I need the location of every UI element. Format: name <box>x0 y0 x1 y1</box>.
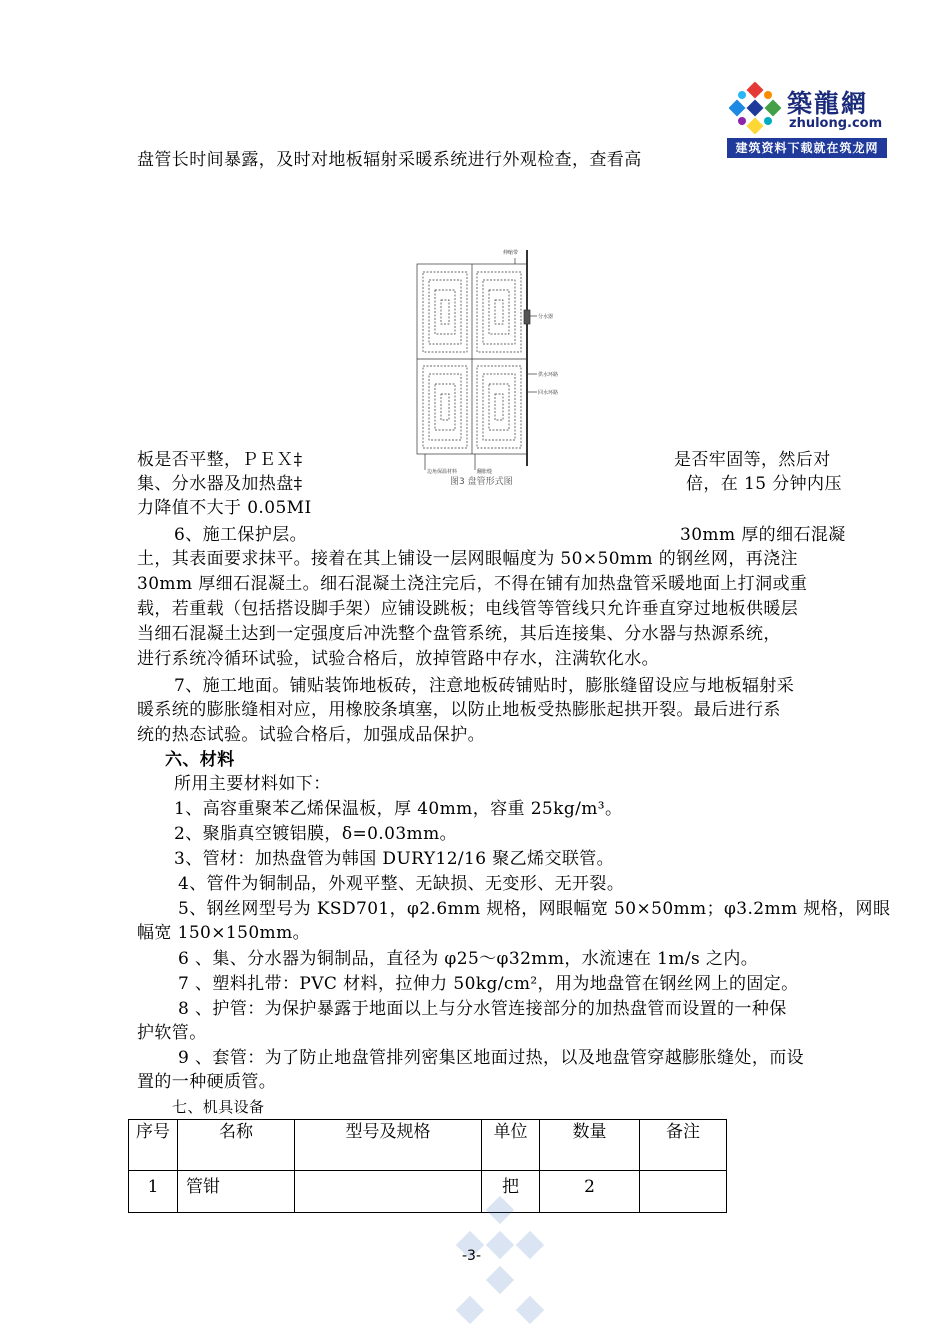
zhulong-logo[interactable] <box>727 78 887 158</box>
material-item-3: 3、管材：加热盘管为韩国 DURY12/16 聚乙烯交联管。 <box>174 849 615 869</box>
para-line-8: 载，若重载（包括搭设脚手架）应铺设跳板；电线管等管线只允许垂直穿过地板供暖层 <box>137 599 799 619</box>
material-item-9: 9 、套管：为了防止地盘管排列密集区地面过热，以及地盘管穿越膨胀缝处，而设 <box>178 1048 805 1068</box>
para-line-7: 30mm 厚细石混凝土。细石混凝土浇注完后，不得在铺有加热盘管采暖地面上打洞或重 <box>137 574 808 594</box>
coil-layout-figure <box>405 240 565 500</box>
para-line-2-right: 是否牢固等，然后对 <box>674 450 831 470</box>
material-item-5-cont: 幅宽 150×150mm。 <box>137 923 310 943</box>
material-item-8: 8 、护管：为保护暴露于地面以上与分水管连接部分的加热盘管而设置的一种保 <box>178 999 787 1019</box>
material-item-4: 4、管件为铜制品，外观平整、无缺损、无变形、无开裂。 <box>178 874 625 894</box>
col-header-name: 名称 <box>178 1120 295 1171</box>
label-edge-insulation: 边角保温材料 <box>427 469 458 475</box>
label-expansion-joint: 翻胀缝 <box>477 469 493 475</box>
materials-intro: 所用主要材料如下： <box>174 774 331 794</box>
material-item-7: 7 、塑料扎带：PVC 材料，拉伸力 50kg/cm²，用为地盘管在钢丝网上的固定。 <box>178 974 799 994</box>
para-line-2-left: 板是否平整，ＰＥＸ‡ <box>137 450 303 470</box>
material-item-9-cont: 置的一种硬质管。 <box>137 1072 277 1092</box>
material-item-8-cont: 护软管。 <box>137 1023 207 1043</box>
col-header-model: 型号及规格 <box>295 1120 482 1171</box>
para-line-5-left: 6、施工保护层。 <box>174 525 308 545</box>
material-item-6: 6 、集、分水器为铜制品，直径为 φ25～φ32mm，水流速在 1m/s 之内。 <box>178 949 759 969</box>
material-item-1: 1、高容重聚苯乙烯保温板，厚 40mm，容重 25kg/m³。 <box>174 799 623 819</box>
para-line-11: 7、施工地面。铺贴装饰地板砖，注意地板砖铺贴时，膨胀缝留设应与地板辐射采 <box>174 676 795 696</box>
para-line-5-right: 30mm 厚的细石混凝 <box>680 525 846 545</box>
label-splitter: 分水器 <box>538 314 554 320</box>
col-header-unit: 单位 <box>482 1120 540 1171</box>
para-line-3-right: 倍，在 15 分钟内压 <box>686 474 842 494</box>
section-heading-materials: 六、材料 <box>165 750 235 770</box>
table-header-row <box>129 1120 727 1171</box>
material-item-5: 5、钢丝网型号为 KSD701，φ2.6mm 规格，网眼幅宽 50×50mm；φ3.2mm 规格，网眼 <box>178 899 891 919</box>
logo-name-en: zhulong.com <box>789 116 883 131</box>
snowflake-watermark-icon <box>445 1195 555 1335</box>
logo-slogan: 建筑资料下载就在筑龙网 <box>727 138 887 158</box>
snowflake-logo-icon <box>729 82 781 134</box>
col-header-no: 序号 <box>129 1120 178 1171</box>
col-header-qty: 数量 <box>540 1120 640 1171</box>
cell-name: 管钳 <box>178 1171 295 1213</box>
col-header-remark: 备注 <box>640 1120 727 1171</box>
para-line-4: 力降值不大于 0.05MI <box>137 498 312 518</box>
table-row <box>129 1171 727 1213</box>
para-line-3-left: 集、分水器及加热盘‡ <box>137 474 303 494</box>
para-line-13: 统的热态试验。试验合格后，加强成品保护。 <box>137 725 485 745</box>
para-line-1: 盘管长时间暴露，及时对地板辐射采暖系统进行外观检查，查看高 <box>137 150 642 170</box>
para-line-12: 暖系统的膨胀缝相对应，用橡胶条填塞，以防止地板受热膨胀起拱开裂。最后进行系 <box>137 700 781 720</box>
cell-unit: 把 <box>482 1171 540 1213</box>
cell-no: 1 <box>129 1171 178 1213</box>
para-line-6: 土，其表面要求抹平。接着在其上铺设一层网眼幅度为 50×50mm 的钢丝网，再浇注 <box>137 549 798 569</box>
label-supply-loop: 供水环路 <box>538 372 559 378</box>
cell-qty: 2 <box>540 1171 640 1213</box>
para-line-9: 当细石混凝土达到一定强度后冲洗整个盘管系统，其后连接集、分水器与热源系统， <box>137 624 781 644</box>
para-line-10: 进行系统冷循环试验，试验合格后，放掉管路中存水，注满软化水。 <box>137 649 659 669</box>
label-return-loop: 回水环路 <box>538 390 559 396</box>
material-item-2: 2、聚脂真空镀铝膜，δ=0.03mm。 <box>174 824 457 844</box>
cell-remark <box>640 1171 727 1213</box>
equipment-table <box>128 1119 727 1213</box>
label-expansion-band: 伸缩带 <box>503 250 519 256</box>
logo-name-cn: 築龍網 <box>787 89 869 118</box>
page-number: -3- <box>462 1248 482 1264</box>
figure-caption: 图3 盘管形式图 <box>450 477 513 487</box>
section-heading-equipment: 七、机具设备 <box>172 1098 265 1116</box>
